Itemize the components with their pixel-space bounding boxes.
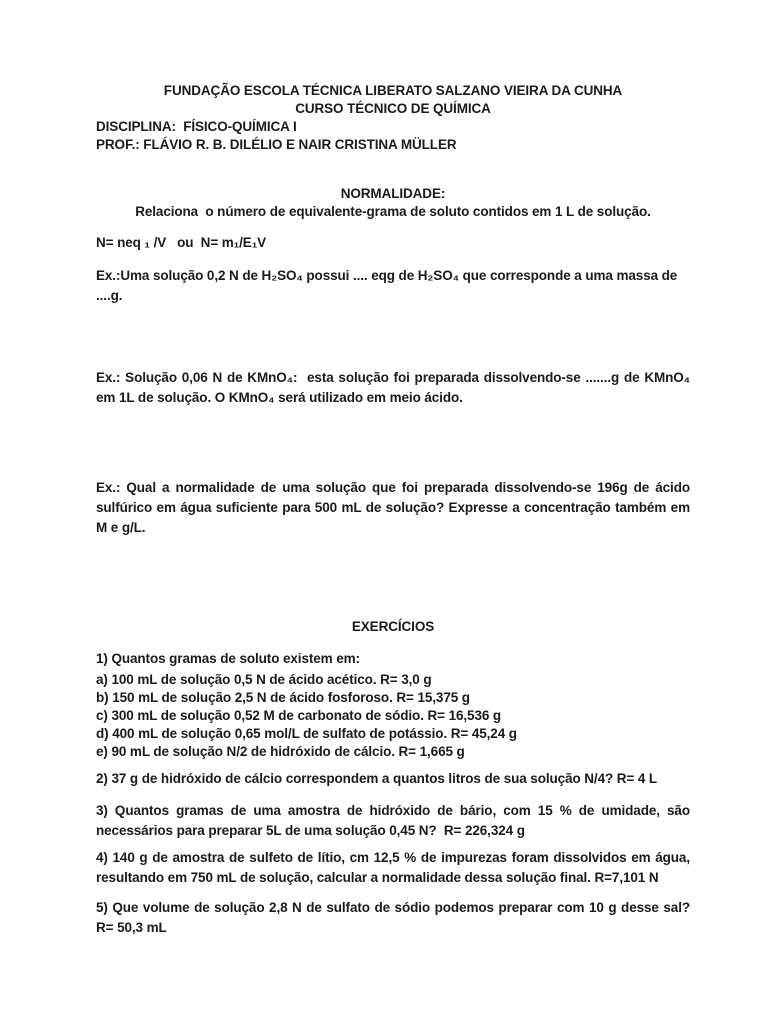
exercises-section <box>96 618 694 938</box>
exercise-1-item-c: c) 300 mL de solução 0,52 M de carbonato de sódio. R= 16,536 g <box>96 708 502 723</box>
example-paragraph-2: Ex.: Solução 0,06 N de KMnO₄: esta solução foi preparada dissolvendo-se .......g de KMnO₄ em 1L de solução. O KMnO₄ será utilizado em meio ácido. <box>96 370 694 405</box>
institution-name: FUNDAÇÃO ESCOLA TÉCNICA LIBERATO SALZANO VIEIRA DA CUNHA <box>163 83 623 98</box>
exercise-1-list <box>96 671 690 761</box>
professor-line: PROF.: FLÁVIO R. B. DILÉLIO E NAIR CRISTINA MÜLLER <box>96 137 457 152</box>
exercise-1-stem: 1) Quantos gramas de soluto existem em: <box>96 651 360 666</box>
normality-formula: N= neq ₁ /V ou N= m₁/E₁V <box>96 235 267 250</box>
example-paragraph-1: Ex.:Uma solução 0,2 N de H₂SO₄ possui .... eqg de H₂SO₄ que corresponde a uma massa de ....g. <box>96 268 685 303</box>
exercise-1-item-b: b) 150 mL de solução 2,5 N de ácido fosforoso. R= 15,375 g <box>96 690 470 705</box>
exercise-4: 4) 140 g de amostra de sulfeto de lítio, cm 12,5 % de impurezas foram dissolvidos em água, resultando em 750 mL de solução, calcular a normalidade dessa solução final. R=7,101 N <box>96 850 694 885</box>
exercise-2: 2) 37 g de hidróxido de cálcio correspondem a quantos litros de sua solução N/4? R= 4 L <box>96 771 658 786</box>
normalidade-definition: Relaciona o número de equivalente-grama de soluto contidos em 1 L de solução. <box>135 204 651 219</box>
exercise-5: 5) Que volume de solução 2,8 N de sulfato de sódio podemos preparar com 10 g desse sal? R= 50,3 mL <box>96 900 694 935</box>
discipline-line: DISCIPLINA: FÍSICO-QUÍMICA I <box>96 119 297 134</box>
normalidade-heading: NORMALIDADE: <box>340 186 446 201</box>
exercise-1-item-e: e) 90 mL de solução N/2 de hidróxido de cálcio. R= 1,665 g <box>96 744 465 759</box>
exercicios-heading: EXERCÍCIOS <box>351 619 435 634</box>
example-paragraph-3: Ex.: Qual a normalidade de uma solução que foi preparada dissolvendo-se 196g de ácido sulfúrico em água suficiente para 500 mL de solução? Expresse a concentração também em M e g/L. <box>96 480 694 535</box>
exercise-1-item-a: a) 100 mL de solução 0,5 N de ácido acético. R= 3,0 g <box>96 672 432 687</box>
exercise-1-item-d: d) 400 mL de solução 0,65 mol/L de sulfato de potássio. R= 45,24 g <box>96 726 517 741</box>
course-name: CURSO TÉCNICO DE QUÍMICA <box>295 101 491 116</box>
exercise-3: 3) Quantos gramas de uma amostra de hidróxido de bário, com 15 % de umidade, são necessários para preparar 5L de uma solução 0,45 N? R= 226,324 g <box>96 803 694 838</box>
normalidade-section <box>96 185 690 252</box>
document-header <box>96 82 690 154</box>
